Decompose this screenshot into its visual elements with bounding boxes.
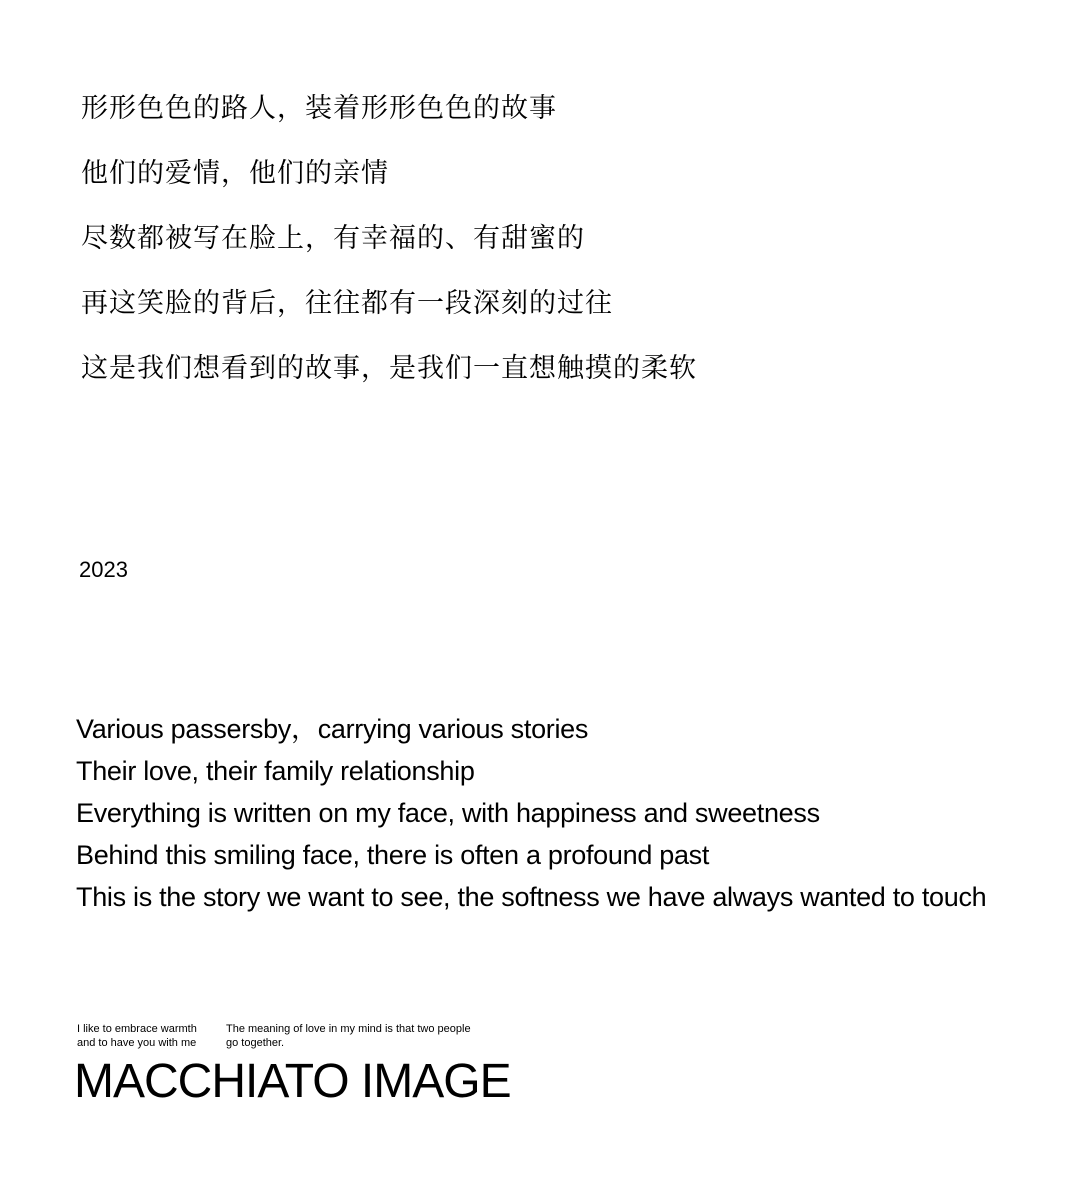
footer-note-right-line2: go together. bbox=[226, 1037, 285, 1049]
footer-note-right-line1: The meaning of love in my mind is that two people bbox=[226, 1023, 471, 1035]
chinese-poem-line: 尽数都被写在脸上，有幸福的、有甜蜜的 bbox=[81, 223, 585, 254]
brand-title: MACCHIATO IMAGE bbox=[74, 1055, 511, 1108]
chinese-poem bbox=[81, 92, 697, 417]
english-poem-line: Various passersby，carrying various stories bbox=[76, 714, 589, 744]
chinese-poem-line: 再这笑脸的背后，往往都有一段深刻的过往 bbox=[81, 288, 613, 319]
footer-note-left-line1: I like to embrace warmth bbox=[77, 1023, 197, 1035]
english-poem-line: Their love, their family relationship bbox=[76, 756, 475, 786]
footer-note-left bbox=[77, 1022, 197, 1050]
footer-note-left-line2: and to have you with me bbox=[77, 1037, 197, 1049]
chinese-poem-line: 这是我们想看到的故事，是我们一直想触摸的柔软 bbox=[81, 353, 697, 384]
footer-note-right bbox=[226, 1022, 471, 1050]
english-poem bbox=[76, 708, 986, 918]
chinese-poem-line: 形形色色的路人，装着形形色色的故事 bbox=[81, 93, 557, 124]
english-poem-line: Behind this smiling face, there is often a profound past bbox=[76, 840, 710, 870]
year-label: 2023 bbox=[79, 557, 128, 582]
english-poem-line: This is the story we want to see, the softness we have always wanted to touch bbox=[76, 882, 987, 912]
english-poem-line: Everything is written on my face, with happiness and sweetness bbox=[76, 798, 820, 828]
chinese-poem-line: 他们的爱情，他们的亲情 bbox=[81, 158, 389, 189]
